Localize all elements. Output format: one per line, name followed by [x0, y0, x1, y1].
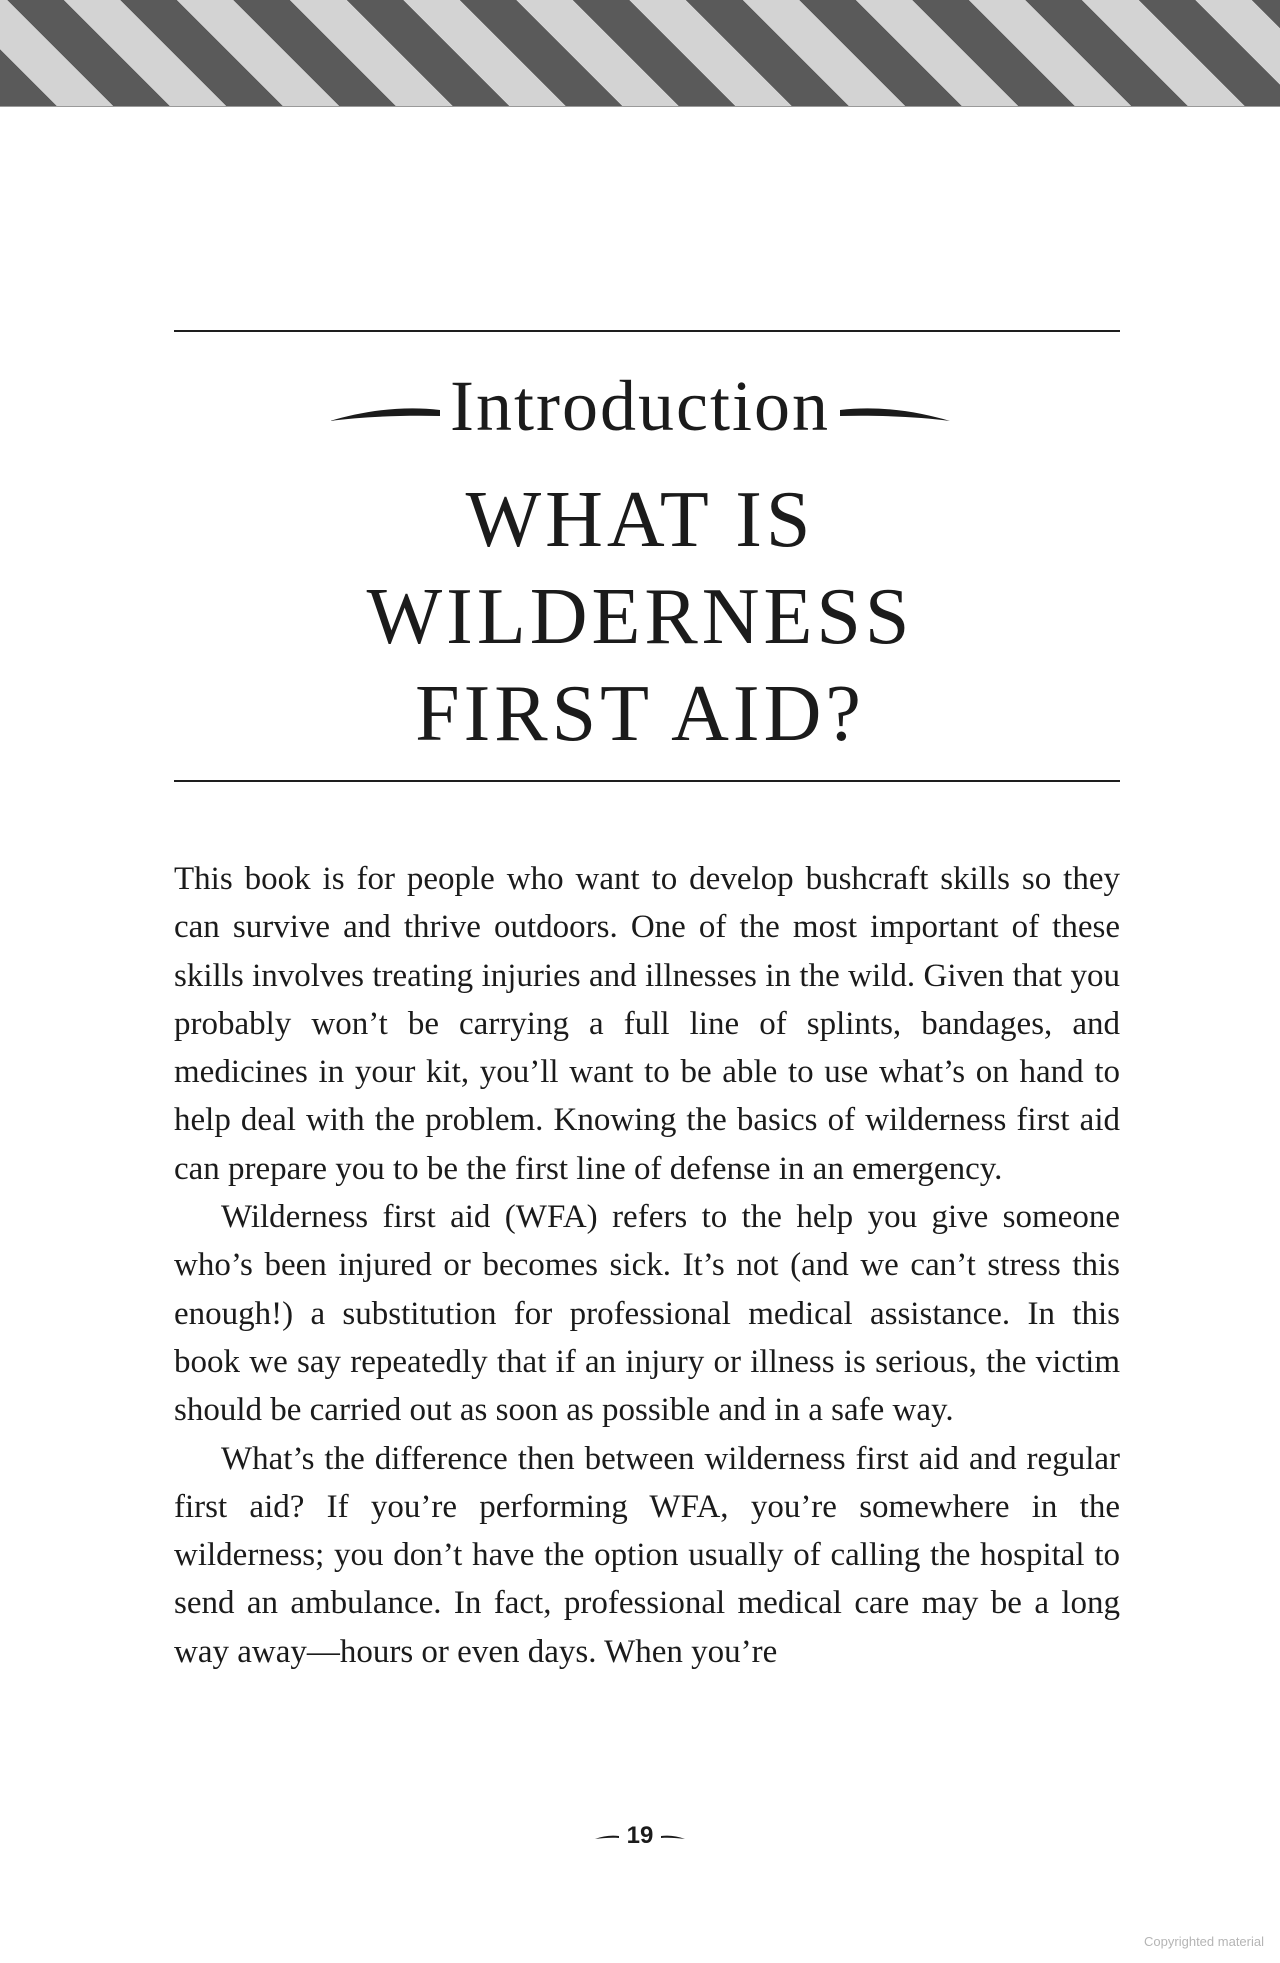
top-rule: [174, 330, 1120, 332]
copyright-watermark: Copyrighted material: [1144, 1934, 1264, 1949]
header-stripe-band: [0, 0, 1280, 107]
folio-left-dash: [595, 1834, 619, 1840]
chapter-label-text: Introduction: [450, 366, 830, 446]
page-footer: [0, 1818, 1280, 1854]
left-swash-ornament: [330, 403, 440, 423]
chapter-title-line: WILDERNESS: [366, 573, 914, 661]
page-number: 19: [626, 1822, 654, 1849]
chapter-label: [0, 356, 1280, 456]
chapter-title-line: FIRST AID?: [415, 670, 865, 758]
body-text: [174, 855, 1120, 1676]
paragraph: What’s the difference then between wilderness first aid and regular first aid? If you’re performing WFA, you’re somewhere in the wilderness; you don’t have the option usually of calling the hospital to send an ambulance. In fact, professional medical care may be a long way away—hours or even days. When you’re: [174, 1440, 1120, 1670]
chapter-title-line: WHAT IS: [465, 476, 815, 564]
paragraph: Wilderness first aid (WFA) refers to the help you give someone who’s been injured or becomes sick. It’s not (and we can’t stress this enough!) a substitution for professional medical assistance. In this book we say repeatedly that if an injury or illness is serious, the victim should be carried out as soon as possible and in a safe way.: [174, 1199, 1120, 1429]
paragraph: This book is for people who want to develop bushcraft skills so they can survive and thrive outdoors. One of the most important of these skills involves treating injuries and illnesses in the wild. Given that you probably won’t be carrying a full line of splints, bandages, and medicines in your kit, you’ll want to be able to use what’s on hand to help deal with the problem. Knowing the basics of wilderness first aid can prepare you to be the first line of defense in an emergency.: [174, 861, 1120, 1187]
folio-right-dash: [661, 1834, 685, 1840]
right-swash-ornament: [840, 403, 950, 423]
chapter-title: [0, 472, 1280, 763]
bottom-rule: [174, 780, 1120, 782]
